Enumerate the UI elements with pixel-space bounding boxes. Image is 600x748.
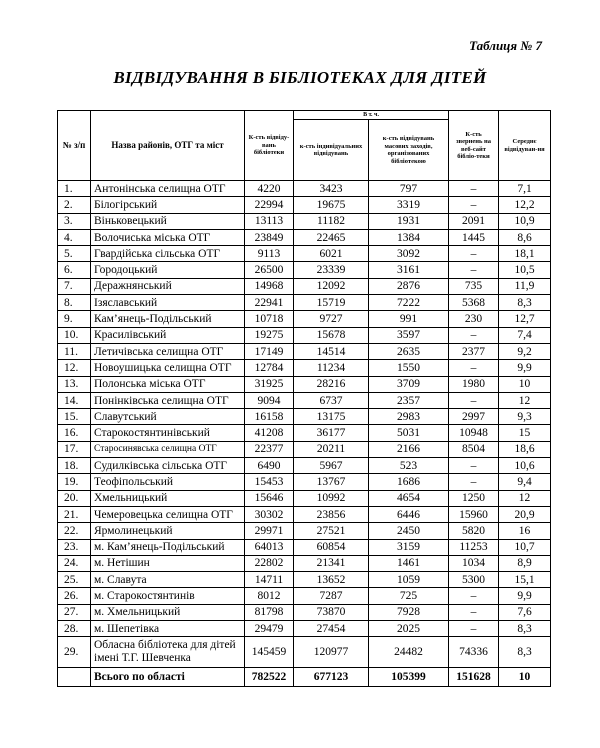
row-name: Теофіпольський (91, 474, 245, 490)
table-row (58, 278, 551, 294)
row-visits-total: 145459 (245, 637, 294, 668)
row-visits-total: 41208 (245, 425, 294, 441)
row-visits-total: 15646 (245, 490, 294, 506)
row-number: 23. (58, 539, 91, 555)
row-mass-event-visits: 3159 (369, 539, 449, 555)
row-average-visits: 20,9 (499, 506, 551, 522)
row-average-visits: 9,4 (499, 474, 551, 490)
row-average-visits: 7,1 (499, 181, 551, 197)
row-visits-total: 22802 (245, 555, 294, 571)
row-average-visits: 10,7 (499, 539, 551, 555)
table-body (58, 181, 551, 687)
row-individual-visits: 5967 (294, 458, 369, 474)
row-average-visits: 9,3 (499, 409, 551, 425)
row-individual-visits: 23856 (294, 506, 369, 522)
row-mass-event-visits: 523 (369, 458, 449, 474)
row-visits-total: 10718 (245, 311, 294, 327)
row-average-visits: 8,3 (499, 621, 551, 637)
row-mass-event-visits: 2357 (369, 392, 449, 408)
col-mass-events-header: к-сть відвідувань масових заходів, організованих бібліотекою (369, 120, 449, 181)
table-row (58, 213, 551, 229)
row-name: Віньковецький (91, 213, 245, 229)
row-web-site-requests: 2377 (449, 343, 499, 359)
row-visits-total: 15453 (245, 474, 294, 490)
total-label: Всього по області (91, 668, 245, 687)
row-name: Деражнянський (91, 278, 245, 294)
col-avg-visits-header: Середнє відвідуван-ня (499, 111, 551, 181)
row-name: Ізяславський (91, 295, 245, 311)
row-number: 10. (58, 327, 91, 343)
table-row (58, 197, 551, 213)
row-individual-visits: 73870 (294, 604, 369, 620)
row-name: Новоушицька селищна ОТГ (91, 360, 245, 376)
col-group-header: В т. ч. (294, 111, 449, 120)
row-number: 1. (58, 181, 91, 197)
row-mass-event-visits: 2025 (369, 621, 449, 637)
col-no-header: № з/п (58, 111, 91, 181)
row-web-site-requests: – (449, 327, 499, 343)
row-average-visits: 8,6 (499, 229, 551, 245)
row-web-site-requests: – (449, 474, 499, 490)
row-average-visits: 9,9 (499, 360, 551, 376)
table-row (58, 458, 551, 474)
row-average-visits: 12,7 (499, 311, 551, 327)
row-visits-total: 30302 (245, 506, 294, 522)
row-number: 16. (58, 425, 91, 441)
row-web-site-requests: 1980 (449, 376, 499, 392)
row-web-site-requests: – (449, 246, 499, 262)
row-name: Летичівська селищна ОТГ (91, 343, 245, 359)
row-number: 24. (58, 555, 91, 571)
row-number: 25. (58, 572, 91, 588)
row-number: 29. (58, 637, 91, 668)
row-visits-total: 22994 (245, 197, 294, 213)
row-name: Антонінська селищна ОТГ (91, 181, 245, 197)
row-average-visits: 16 (499, 523, 551, 539)
row-mass-event-visits: 1461 (369, 555, 449, 571)
row-individual-visits: 13175 (294, 409, 369, 425)
row-web-site-requests: 735 (449, 278, 499, 294)
row-name: Старокостянтинівський (91, 425, 245, 441)
row-visits-total: 9094 (245, 392, 294, 408)
row-name: м. Нетішин (91, 555, 245, 571)
row-name: м. Старокостянтинів (91, 588, 245, 604)
table-row (58, 360, 551, 376)
row-name: м. Хмельницький (91, 604, 245, 620)
row-average-visits: 15,1 (499, 572, 551, 588)
row-visits-total: 81798 (245, 604, 294, 620)
row-individual-visits: 11234 (294, 360, 369, 376)
row-mass-event-visits: 7222 (369, 295, 449, 311)
row-visits-total: 23849 (245, 229, 294, 245)
table-row (58, 246, 551, 262)
row-web-site-requests: 230 (449, 311, 499, 327)
row-number: 8. (58, 295, 91, 311)
table-row (58, 604, 551, 620)
row-average-visits: 12,2 (499, 197, 551, 213)
total-average-visits: 10 (499, 668, 551, 687)
table-row (58, 327, 551, 343)
table-row (58, 425, 551, 441)
visits-table (57, 110, 551, 687)
row-visits-total: 14968 (245, 278, 294, 294)
row-name: Городоцький (91, 262, 245, 278)
row-individual-visits: 9727 (294, 311, 369, 327)
row-web-site-requests: – (449, 604, 499, 620)
total-visits: 782522 (245, 668, 294, 687)
row-mass-event-visits: 2450 (369, 523, 449, 539)
row-visits-total: 29971 (245, 523, 294, 539)
row-web-site-requests: – (449, 197, 499, 213)
row-mass-event-visits: 2635 (369, 343, 449, 359)
row-individual-visits: 12092 (294, 278, 369, 294)
row-average-visits: 12 (499, 392, 551, 408)
table-row (58, 555, 551, 571)
row-individual-visits: 28216 (294, 376, 369, 392)
row-visits-total: 64013 (245, 539, 294, 555)
row-individual-visits: 15678 (294, 327, 369, 343)
row-web-site-requests: 1034 (449, 555, 499, 571)
row-mass-event-visits: 3597 (369, 327, 449, 343)
row-number: 15. (58, 409, 91, 425)
row-visits-total: 13113 (245, 213, 294, 229)
row-web-site-requests: – (449, 181, 499, 197)
row-number: 4. (58, 229, 91, 245)
row-average-visits: 10 (499, 376, 551, 392)
row-name: Гвардійська сільська ОТГ (91, 246, 245, 262)
row-web-site-requests: 10948 (449, 425, 499, 441)
row-mass-event-visits: 2983 (369, 409, 449, 425)
row-mass-event-visits: 2166 (369, 441, 449, 457)
row-individual-visits: 11182 (294, 213, 369, 229)
row-average-visits: 12 (499, 490, 551, 506)
table-number: Таблиця № 7 (469, 38, 542, 53)
row-visits-total: 26500 (245, 262, 294, 278)
row-mass-event-visits: 5031 (369, 425, 449, 441)
row-average-visits: 7,4 (499, 327, 551, 343)
row-mass-event-visits: 3319 (369, 197, 449, 213)
row-web-site-requests: 11253 (449, 539, 499, 555)
row-web-site-requests: 5300 (449, 572, 499, 588)
row-name: Кам’янець-Подільський (91, 311, 245, 327)
row-number: 22. (58, 523, 91, 539)
table-row (58, 295, 551, 311)
table-row (58, 343, 551, 359)
total-mass-event-visits: 105399 (369, 668, 449, 687)
table-row (58, 621, 551, 637)
row-individual-visits: 13767 (294, 474, 369, 490)
row-web-site-requests: – (449, 621, 499, 637)
row-mass-event-visits: 1550 (369, 360, 449, 376)
table-row (58, 523, 551, 539)
row-mass-event-visits: 725 (369, 588, 449, 604)
row-individual-visits: 13652 (294, 572, 369, 588)
table-row (58, 376, 551, 392)
row-mass-event-visits: 797 (369, 181, 449, 197)
table-row (58, 506, 551, 522)
row-visits-total: 8012 (245, 588, 294, 604)
row-average-visits: 8,3 (499, 295, 551, 311)
row-number: 14. (58, 392, 91, 408)
table-header (58, 111, 551, 181)
row-number: 6. (58, 262, 91, 278)
row-name: Білогірський (91, 197, 245, 213)
row-visits-total: 4220 (245, 181, 294, 197)
row-visits-total: 9113 (245, 246, 294, 262)
row-mass-event-visits: 1059 (369, 572, 449, 588)
row-average-visits: 9,2 (499, 343, 551, 359)
row-web-site-requests: – (449, 392, 499, 408)
total-row (58, 668, 551, 687)
row-web-site-requests: 2091 (449, 213, 499, 229)
row-web-site-requests: 5368 (449, 295, 499, 311)
row-individual-visits: 36177 (294, 425, 369, 441)
row-individual-visits: 19675 (294, 197, 369, 213)
table-row (58, 409, 551, 425)
total-web-site-requests: 151628 (449, 668, 499, 687)
row-visits-total: 14711 (245, 572, 294, 588)
row-mass-event-visits: 991 (369, 311, 449, 327)
row-individual-visits: 15719 (294, 295, 369, 311)
row-mass-event-visits: 3709 (369, 376, 449, 392)
table-row (58, 392, 551, 408)
row-visits-total: 12784 (245, 360, 294, 376)
col-web-site-header: К-сть звернень на веб-сайт бібліо-теки (449, 111, 499, 181)
row-average-visits: 7,6 (499, 604, 551, 620)
row-web-site-requests: – (449, 360, 499, 376)
row-mass-event-visits: 1931 (369, 213, 449, 229)
table-row (58, 262, 551, 278)
row-number: 17. (58, 441, 91, 457)
row-number: 18. (58, 458, 91, 474)
row-average-visits: 9,9 (499, 588, 551, 604)
row-mass-event-visits: 7928 (369, 604, 449, 620)
row-visits-total: 31925 (245, 376, 294, 392)
total-individual-visits: 677123 (294, 668, 369, 687)
row-visits-total: 19275 (245, 327, 294, 343)
col-visits-total-header: К-сть відвіду-вань бібліотеки (245, 111, 294, 181)
row-individual-visits: 14514 (294, 343, 369, 359)
row-web-site-requests: – (449, 588, 499, 604)
row-individual-visits: 27521 (294, 523, 369, 539)
row-number: 26. (58, 588, 91, 604)
row-mass-event-visits: 1686 (369, 474, 449, 490)
row-name: Обласна бібліотека для дітей імені Т.Г. Шевченка (91, 637, 245, 668)
row-visits-total: 22377 (245, 441, 294, 457)
row-average-visits: 8,3 (499, 637, 551, 668)
row-number: 9. (58, 311, 91, 327)
row-mass-event-visits: 3092 (369, 246, 449, 262)
col-individual-header: к-сть індивідуальних відвідувань (294, 120, 369, 181)
row-average-visits: 10,9 (499, 213, 551, 229)
row-individual-visits: 120977 (294, 637, 369, 668)
row-number: 12. (58, 360, 91, 376)
row-name: Чемеровецька селищна ОТГ (91, 506, 245, 522)
row-name: Славутський (91, 409, 245, 425)
row-number: 28. (58, 621, 91, 637)
col-name-header: Назва районів, ОТГ та міст (91, 111, 245, 181)
row-name: Понінківська селищна ОТГ (91, 392, 245, 408)
table-row (58, 441, 551, 457)
row-number: 11. (58, 343, 91, 359)
row-web-site-requests: 1250 (449, 490, 499, 506)
row-name: Судилківська сільська ОТГ (91, 458, 245, 474)
row-visits-total: 16158 (245, 409, 294, 425)
row-name: Волочиська міська ОТГ (91, 229, 245, 245)
row-name: м. Кам’янець-Подільський (91, 539, 245, 555)
row-number: 13. (58, 376, 91, 392)
row-individual-visits: 60854 (294, 539, 369, 555)
row-mass-event-visits: 4654 (369, 490, 449, 506)
row-visits-total: 29479 (245, 621, 294, 637)
row-individual-visits: 3423 (294, 181, 369, 197)
row-average-visits: 11,9 (499, 278, 551, 294)
row-name: м. Славута (91, 572, 245, 588)
table-row (58, 637, 551, 668)
row-individual-visits: 22465 (294, 229, 369, 245)
row-web-site-requests: 74336 (449, 637, 499, 668)
row-web-site-requests: 2997 (449, 409, 499, 425)
row-number: 19. (58, 474, 91, 490)
row-number: 5. (58, 246, 91, 262)
table-row (58, 490, 551, 506)
row-average-visits: 15 (499, 425, 551, 441)
row-individual-visits: 20211 (294, 441, 369, 457)
table-row (58, 311, 551, 327)
row-name: Старосинявська селищна ОТГ (91, 441, 245, 457)
row-number: 3. (58, 213, 91, 229)
row-average-visits: 18,6 (499, 441, 551, 457)
row-average-visits: 18,1 (499, 246, 551, 262)
row-individual-visits: 27454 (294, 621, 369, 637)
table-row (58, 539, 551, 555)
table-row (58, 572, 551, 588)
row-average-visits: 10,5 (499, 262, 551, 278)
row-number: 21. (58, 506, 91, 522)
row-number: 20. (58, 490, 91, 506)
table-row (58, 181, 551, 197)
row-individual-visits: 23339 (294, 262, 369, 278)
row-web-site-requests: – (449, 262, 499, 278)
row-mass-event-visits: 1384 (369, 229, 449, 245)
row-name: м. Шепетівка (91, 621, 245, 637)
table-row (58, 588, 551, 604)
row-web-site-requests: 8504 (449, 441, 499, 457)
row-name: Хмельницький (91, 490, 245, 506)
row-number: 27. (58, 604, 91, 620)
page-title: ВІДВІДУВАННЯ В БІБЛІОТЕКАХ ДЛЯ ДІТЕЙ (113, 68, 487, 87)
table-row (58, 229, 551, 245)
row-visits-total: 17149 (245, 343, 294, 359)
row-visits-total: 22941 (245, 295, 294, 311)
row-mass-event-visits: 2876 (369, 278, 449, 294)
row-number: 7. (58, 278, 91, 294)
row-individual-visits: 21341 (294, 555, 369, 571)
row-web-site-requests: 15960 (449, 506, 499, 522)
row-name: Ярмолинецький (91, 523, 245, 539)
row-average-visits: 10,6 (499, 458, 551, 474)
row-individual-visits: 7287 (294, 588, 369, 604)
row-individual-visits: 6021 (294, 246, 369, 262)
row-average-visits: 8,9 (499, 555, 551, 571)
row-web-site-requests: 1445 (449, 229, 499, 245)
row-individual-visits: 6737 (294, 392, 369, 408)
row-name: Красилівський (91, 327, 245, 343)
total-row-number (58, 668, 91, 687)
table-row (58, 474, 551, 490)
row-visits-total: 6490 (245, 458, 294, 474)
row-web-site-requests: – (449, 458, 499, 474)
row-number: 2. (58, 197, 91, 213)
row-web-site-requests: 5820 (449, 523, 499, 539)
row-mass-event-visits: 3161 (369, 262, 449, 278)
row-mass-event-visits: 6446 (369, 506, 449, 522)
row-individual-visits: 10992 (294, 490, 369, 506)
row-mass-event-visits: 24482 (369, 637, 449, 668)
row-name: Полонська міська ОТГ (91, 376, 245, 392)
